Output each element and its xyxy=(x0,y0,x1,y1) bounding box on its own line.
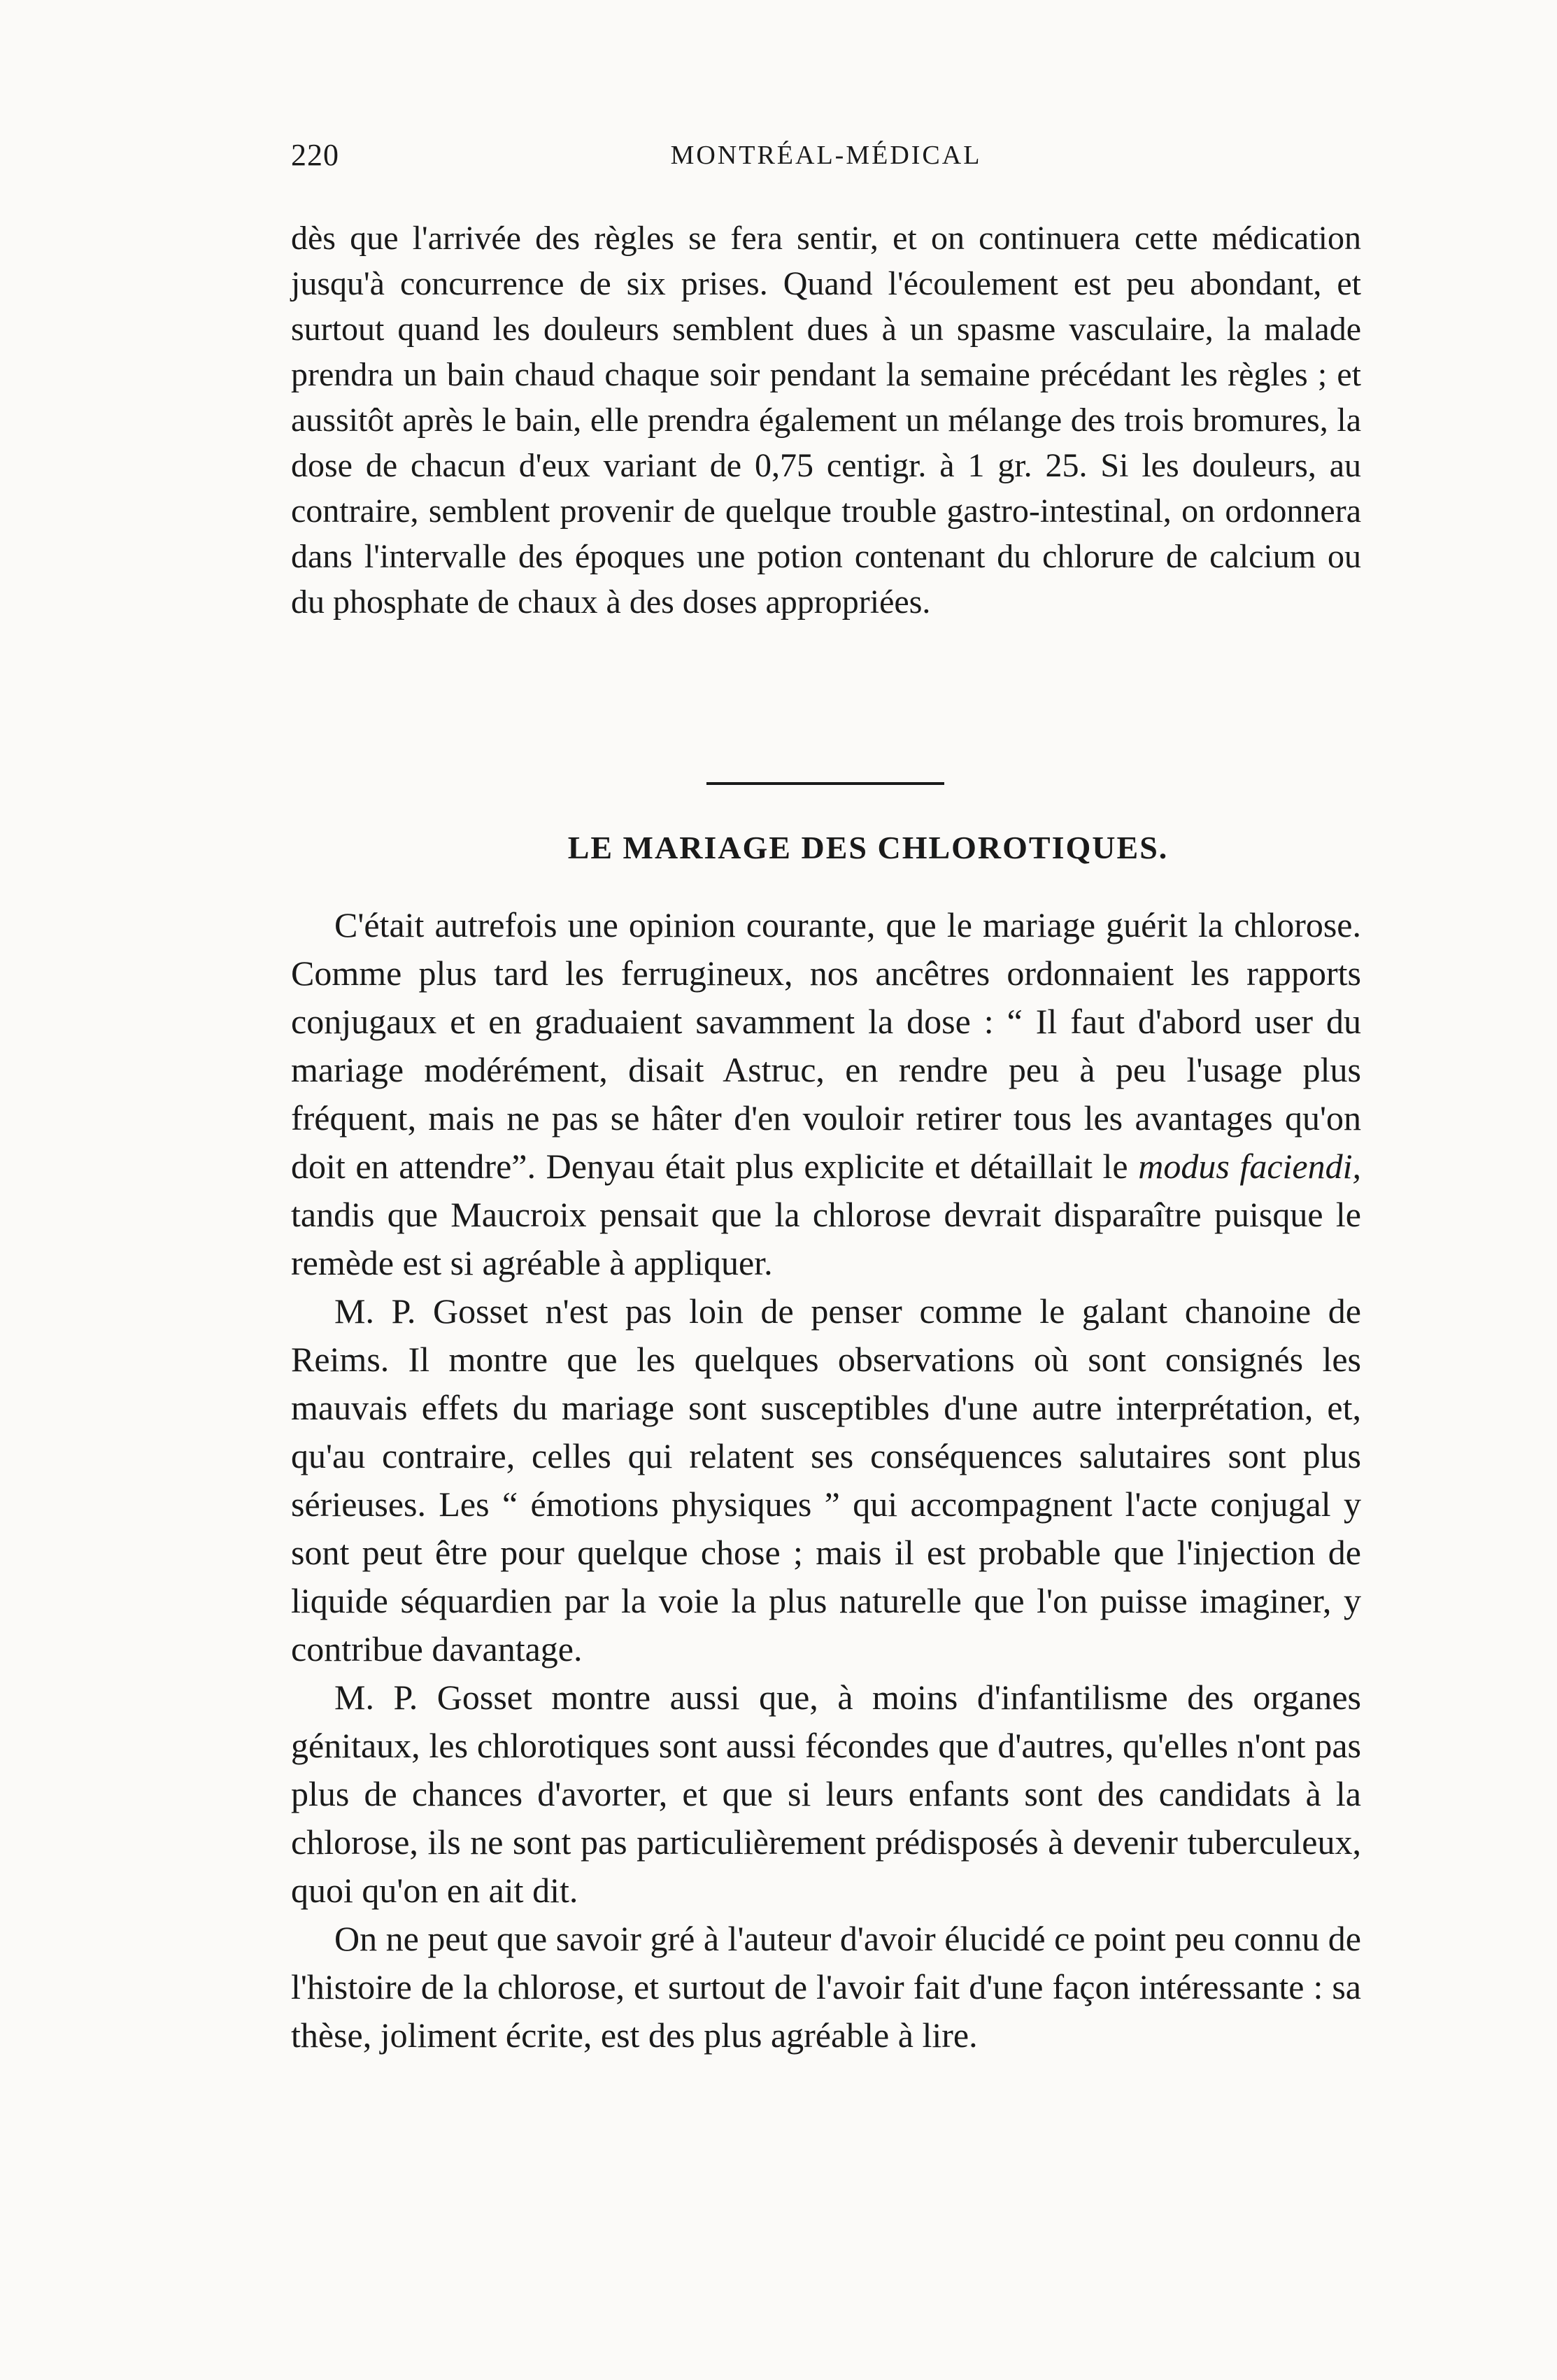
section-divider xyxy=(706,782,944,785)
article-paragraph-1 xyxy=(291,901,1361,1287)
article-paragraph-3: M. P. Gosset montre aussi que, à moins d'infantilisme des organes génitaux, les chlorotiques sont aussi fécondes que d'autres, qu'elles n'ont pas plus de chances d'avorter, et que si leurs enfants sont des candidats à la chlorose, ils ne sont pas particulièrement prédisposés à devenir tuberculeux, quoi qu'on en ait dit. xyxy=(291,1678,1361,1910)
page-header xyxy=(291,137,1361,186)
page-number: 220 xyxy=(291,138,339,172)
article-paragraph-4: On ne peut que savoir gré à l'auteur d'avoir élucidé ce point peu connu de l'histoire de la chlorose, et surtout de l'avoir fait d'une façon intéressante : sa thèse, joliment écrite, est des plus agréable à lire. xyxy=(291,1919,1361,2055)
article-paragraph-1-end: tandis que Maucroix pensait que la chlorose devrait disparaître puisque le remède est si agréable à appliquer. xyxy=(291,1195,1361,1282)
article-paragraph-2: M. P. Gosset n'est pas loin de penser comme le galant chanoine de Reims. Il montre que les quelques observations où sont consignés les mauvais effets du mariage sont susceptibles d'une autre interprétation, et, qu'au contraire, celles qui relatent ses conséquences salutaires sont plus sérieuses. Les “ émotions physiques ” qui accompagnent l'acte conjugal y sont peut être pour quelque chose ; mais il est probable que l'injection de liquide séquardien par la voie la plus naturelle que l'on puisse imaginer, y contribue davantage. xyxy=(291,1291,1361,1669)
article-paragraph-1-start: C'était autrefois une opinion courante, que le mariage guérit la chlorose. Comme plus tard les ferrugineux, nos ancêtres ordonnaient les rapports conjugaux et en graduaient savamment la dose : “ Il faut d'abord user du mariage modérément, disait Astruc, en rendre peu à peu l'usage plus fréquent, mais ne pas se hâter d'en vouloir retirer tous les avantages qu'on doit en attendre”. Denyau était plus explicite et détaillait le xyxy=(291,905,1361,1186)
article-body xyxy=(291,901,1361,2060)
continuation-paragraph: dès que l'arrivée des règles se fera sentir, et on continuera cette médication jusqu'à concurrence de six prises. Quand l'écoulement est peu abondant, et surtout quand les douleurs semblent dues à un spasme vasculaire, la malade prendra un bain chaud chaque soir pendant la semaine précédant les règles ; et aussitôt après le bain, elle prendra également un mélange des trois bromures, la dose de chacun d'eux variant de 0,75 centigr. à 1 gr. 25. Si les douleurs, au contraire, semblent provenir de quelque trouble gastro-intestinal, on ordonnera dans l'intervalle des époques une potion contenant du chlorure de calcium ou du phosphate de chaux à des doses appropriées. xyxy=(291,220,1361,621)
section-title: LE MARIAGE DES CHLOROTIQUES. xyxy=(567,830,1169,865)
running-title: MONTRÉAL-MÉDICAL xyxy=(670,141,982,170)
latin-phrase: modus faciendi, xyxy=(1138,1147,1361,1186)
